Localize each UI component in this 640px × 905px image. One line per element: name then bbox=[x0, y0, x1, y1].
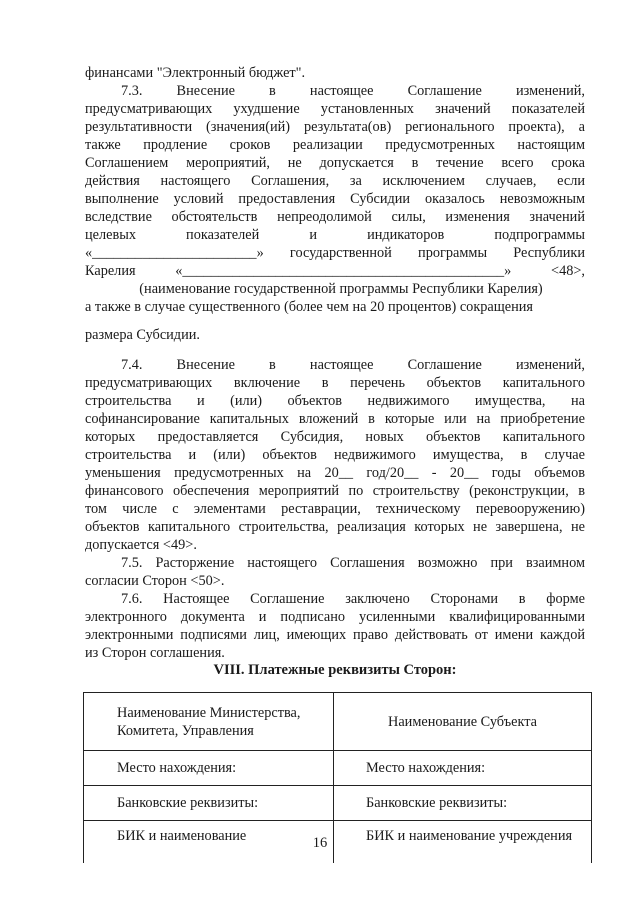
text-line: электронного документа и подписано усиленными квалифицированными bbox=[85, 609, 585, 625]
text-line: финансами "Электронный бюджет". bbox=[85, 65, 306, 81]
text-line: софинансирование капитальных вложений в которые или на приобретение bbox=[85, 411, 585, 427]
text-line: 7.6. Настоящее Соглашение заключено Сторонами в форме bbox=[121, 591, 585, 607]
header-cell-ministry: Наименование Министерства, Комитета, Управления bbox=[84, 693, 334, 751]
text-line: результативности (значения(ий) результата(ов) регионального проекта), а bbox=[85, 119, 585, 135]
text-line: 7.3. Внесение в настоящее Соглашение изменений, bbox=[121, 83, 585, 99]
text-line: «_______________________» государственной программы Республики bbox=[85, 245, 585, 261]
table-row bbox=[84, 751, 592, 786]
table-row bbox=[84, 786, 592, 821]
text-line: строительства и (или) объектов недвижимого имущества, в случае bbox=[85, 447, 585, 463]
text-line: электронными подписями лиц, имеющих право действовать от имени каждой bbox=[85, 627, 585, 643]
text-line: уменьшения предусмотренных на 20__ год/20__ - 20__ годы объемов bbox=[85, 465, 585, 481]
text-line: вследствие обстоятельств непреодолимой силы, изменения значений bbox=[85, 209, 585, 225]
table-cell: БИК и наименование bbox=[84, 821, 334, 864]
text-line: которых предоставляется Субсидия, новых объектов капитального bbox=[85, 429, 585, 445]
text-line: из Сторон соглашения. bbox=[85, 645, 225, 661]
text-line: предусматривающих ухудшение установленных значений показателей bbox=[85, 101, 585, 117]
table-cell: Место нахождения: bbox=[334, 751, 592, 786]
table-cell: Место нахождения: bbox=[84, 751, 334, 786]
table-cell: БИК и наименование учреждения bbox=[334, 821, 592, 864]
caption-line: (наименование государственной программы Республики Карелия) bbox=[139, 281, 543, 297]
table-cell: Банковские реквизиты: bbox=[334, 786, 592, 821]
page-number: 16 bbox=[312, 835, 328, 851]
text-line: а также в случае существенного (более чем на 20 процентов) сокращения bbox=[85, 299, 534, 315]
text-line: объектов капитального строительства, реализация которых не завершена, не bbox=[85, 519, 585, 535]
text-line: строительства и (или) объектов недвижимого имущества, на bbox=[85, 393, 585, 409]
text-line: 7.4. Внесение в настоящее Соглашение изменений, bbox=[121, 357, 585, 373]
text-line: Карелия «_____________________________________________» <48>, bbox=[85, 263, 585, 279]
text-line: целевых показателей и индикаторов подпрограммы bbox=[85, 227, 585, 243]
text-line: том числе с элементами реставрации, техническому перевооружению) bbox=[85, 501, 585, 517]
text-line: действия настоящего Соглашения, за исключением случаев, если bbox=[85, 173, 585, 189]
text-line: допускается <49>. bbox=[85, 537, 197, 553]
text-line: Соглашением мероприятий, не допускается в течение всего срока bbox=[85, 155, 585, 171]
header-cell-subject: Наименование Субъекта bbox=[334, 693, 592, 751]
table-cell: Банковские реквизиты: bbox=[84, 786, 334, 821]
text-line: выполнение условий предоставления Субсидии оказалось невозможным bbox=[85, 191, 585, 207]
text-line: 7.5. Расторжение настоящего Соглашения возможно при взаимном bbox=[121, 555, 585, 571]
text-line: финансового обеспечения мероприятий по строительству (реконструкции, в bbox=[85, 483, 585, 499]
section-title: VIII. Платежные реквизиты Сторон: bbox=[213, 662, 457, 678]
text-line: размера Субсидии. bbox=[85, 327, 200, 343]
text-line: согласии Сторон <50>. bbox=[85, 573, 225, 589]
table-header-row bbox=[84, 693, 592, 751]
text-line: также продление сроков реализации предусмотренных настоящим bbox=[85, 137, 585, 153]
text-line: предусматривающих включение в перечень объектов капитального bbox=[85, 375, 585, 391]
